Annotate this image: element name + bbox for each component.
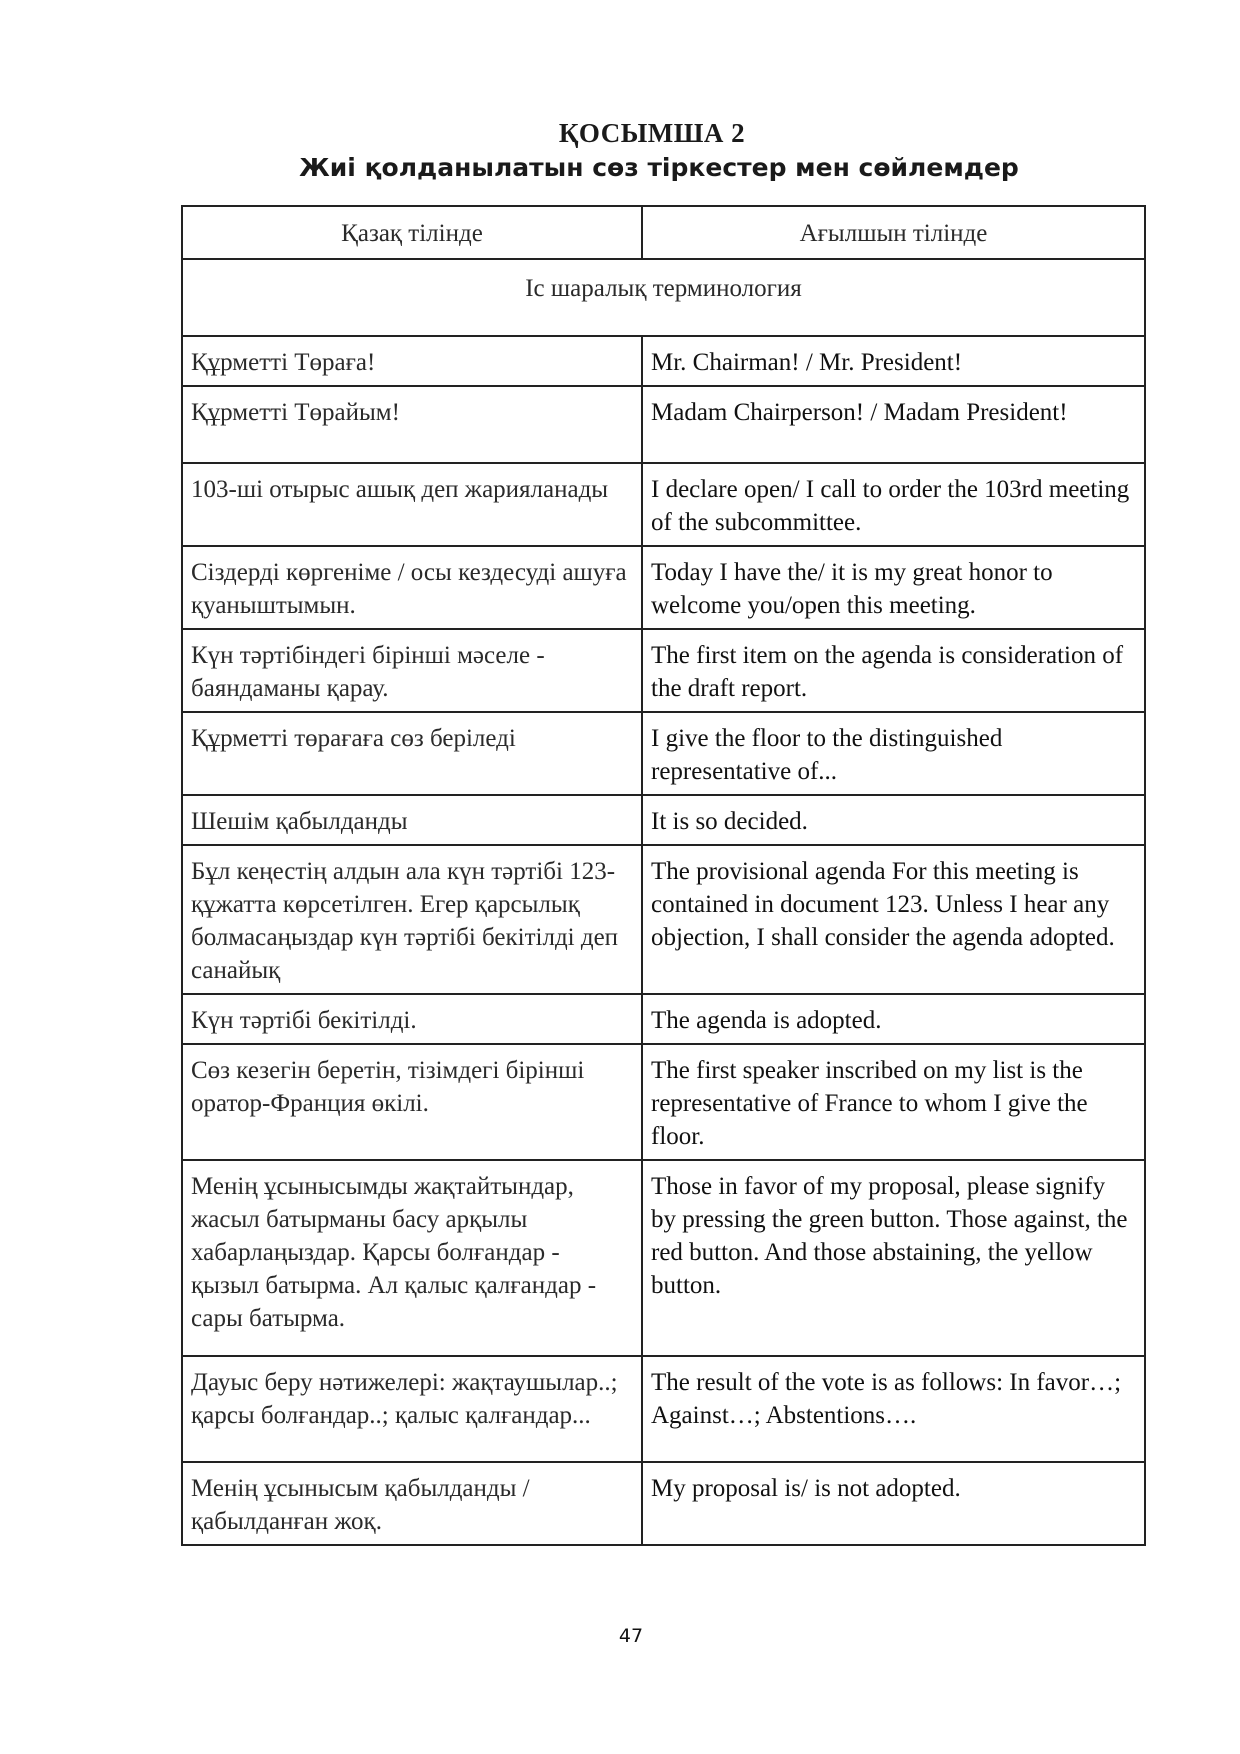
kazakh-phrase: Сөз кезегін беретін, тізімдегі бірінші оратор-Франция өкілі. [182, 1044, 642, 1160]
english-phrase: Those in favor of my proposal, please signify by pressing the green button. Those against, the red button. And those abstaining, the yellow button. [642, 1160, 1145, 1356]
table-row [182, 336, 1145, 386]
page-title: ҚОСЫМША 2 [558, 118, 746, 148]
phrase-table [181, 205, 1146, 1546]
table-header-row [182, 206, 1145, 259]
table-row [182, 1160, 1145, 1356]
kazakh-phrase: Құрметті Төраға! [182, 336, 642, 386]
english-phrase: I give the floor to the distinguished representative of... [642, 712, 1145, 795]
kazakh-phrase: Шешім қабылданды [182, 795, 642, 845]
section-title: Іс шаралық терминология [182, 259, 1145, 336]
kazakh-phrase: Күн тәртібі бекітілді. [182, 994, 642, 1044]
table-row [182, 845, 1145, 994]
english-phrase: I declare open/ I call to order the 103rd meeting of the subcommittee. [642, 463, 1145, 546]
english-phrase: The first speaker inscribed on my list is the representative of France to whom I give the floor. [642, 1044, 1145, 1160]
english-phrase: Madam Chairperson! / Madam President! [642, 386, 1145, 463]
kazakh-phrase: Құрметті Төрайым! [182, 386, 642, 463]
table-row [182, 994, 1145, 1044]
table-row [182, 386, 1145, 463]
page-subtitle: Жиі қолданылатын сөз тіркестер мен сөйлемдер [299, 153, 1019, 182]
table-row [182, 1044, 1145, 1160]
page-number: 47 [618, 1625, 644, 1647]
column-header-english: Ағылшын тілінде [642, 206, 1145, 259]
table-row [182, 629, 1145, 712]
english-phrase: It is so decided. [642, 795, 1145, 845]
table-row [182, 712, 1145, 795]
section-row [182, 259, 1145, 336]
kazakh-phrase: Менің ұсынысымды жақтайтындар, жасыл батырманы басу арқылы хабарлаңыздар. Қарсы болғандар - қызыл батырма. Ал қалыс қалғандар - сары батырма. [182, 1160, 642, 1356]
table-row [182, 1356, 1145, 1462]
english-phrase: The agenda is adopted. [642, 994, 1145, 1044]
english-phrase: My proposal is/ is not adopted. [642, 1462, 1145, 1545]
column-header-kazakh: Қазақ тілінде [182, 206, 642, 259]
kazakh-phrase: Менің ұсынысым қабылданды / қабылданған жоқ. [182, 1462, 642, 1545]
table-row [182, 463, 1145, 546]
kazakh-phrase: 103-ші отырыс ашық деп жарияланады [182, 463, 642, 546]
table-row [182, 1462, 1145, 1545]
english-phrase: Mr. Chairman! / Mr. President! [642, 336, 1145, 386]
english-phrase: The first item on the agenda is consideration of the draft report. [642, 629, 1145, 712]
english-phrase: The result of the vote is as follows: In favor…; Against…; Abstentions…. [642, 1356, 1145, 1462]
kazakh-phrase: Құрметті төрағаға сөз беріледі [182, 712, 642, 795]
table-row [182, 546, 1145, 629]
kazakh-phrase: Сіздерді көргеніме / осы кездесуді ашуға қуаныштымын. [182, 546, 642, 629]
kazakh-phrase: Бұл кеңестің алдын ала күн тәртібі 123-құжатта көрсетілген. Егер қарсылық болмасаңыздар күн тәртібі бекітілді деп санайық [182, 845, 642, 994]
english-phrase: Today I have the/ it is my great honor to welcome you/open this meeting. [642, 546, 1145, 629]
kazakh-phrase: Дауыс беру нәтижелері: жақтаушылар..; қарсы болғандар..; қалыс қалғандар... [182, 1356, 642, 1462]
english-phrase: The provisional agenda For this meeting is contained in document 123. Unless I hear any objection, I shall consider the agenda adopted. [642, 845, 1145, 994]
table-row [182, 795, 1145, 845]
kazakh-phrase: Күн тәртібіндегі бірінші мәселе - баяндаманы қарау. [182, 629, 642, 712]
